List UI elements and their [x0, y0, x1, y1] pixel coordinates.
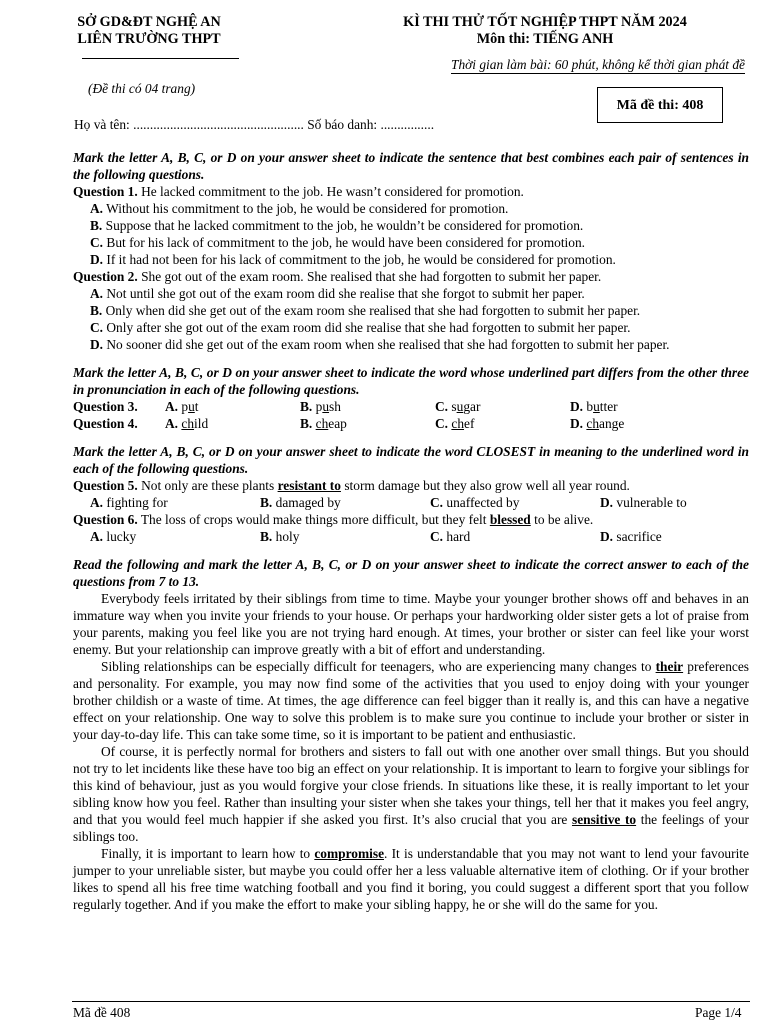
option-text: Only after she got out of the exam room did she realise that she had forgotten to submit her paper. [106, 320, 631, 335]
question-label: Question 4. [73, 416, 138, 431]
option-letter: D. [90, 252, 104, 267]
question-text: to be alive. [534, 512, 594, 527]
option-letter: B. [90, 218, 103, 233]
question-label: Question 5. [73, 478, 138, 493]
question-label: Question 2. [73, 269, 138, 284]
option-text: If it had not been for his lack of commitment to the job, he would be considered for promotion. [106, 252, 616, 267]
option-letter: A. [90, 201, 104, 216]
question-3-option-d: D. butter [570, 399, 618, 414]
question-2-option-d [73, 336, 749, 353]
question-1-option-d [73, 251, 749, 268]
question-5-option-a: A. fighting for [90, 495, 168, 510]
question-5-option-c: C. unaffected by [430, 495, 520, 510]
section3-instruction: Mark the letter A, B, C, or D on your answer sheet to indicate the word CLOSEST in meaning to the underlined word in each of the following questions. [73, 444, 749, 476]
section1-instruction: Mark the letter A, B, C, or D on your answer sheet to indicate the sentence that best combines each pair of sentences in the following questions. [73, 150, 749, 182]
underlined-word: their [655, 659, 684, 674]
question-6-option-a: A. lucky [90, 529, 137, 544]
footer-divider [72, 1001, 750, 1002]
question-5 [73, 477, 749, 494]
question-5-option-b: B. damaged by [260, 495, 341, 510]
school-name: LIÊN TRƯỜNG THPT [77, 31, 221, 47]
option-text: Not until she got out of the exam room did she realise that she forgot to submit her paper. [106, 286, 585, 301]
department-name: SỞ GD&ĐT NGHỆ AN [77, 14, 221, 30]
question-5-option-d: D. vulnerable to [600, 495, 687, 510]
question-1-option-a [73, 200, 749, 217]
question-2-option-a [73, 285, 749, 302]
reading-paragraph-3: Of course, it is perfectly normal for brothers and sisters to fall out with one another over small things. But you should not try to let incidents like these have too big an effect on your relationship. It is important to learn to forgive your siblings for this kind of behaviour, just as you would forgive your close friends. In situations like these, it is really important to let your sibling know how you feel. Rather than insulting your sister when she takes your things, tell her that it makes you feel angry, and that you would feel much happier if she asked you first. It’s also crucial that you are sensitive to the feelings of your siblings too. [73, 744, 749, 844]
question-label: Question 1. [73, 184, 138, 199]
question-6 [73, 511, 749, 528]
question-label: Question 6. [73, 512, 138, 527]
question-4-option-a: A. child [165, 416, 209, 431]
underlined-word: compromise [314, 846, 385, 861]
option-text: No sooner did she get out of the exam room when she realised that she had forgotten to submit her paper. [106, 337, 670, 352]
candidate-info-line: Họ và tên: ................................................... Số báo danh: ................ [74, 117, 435, 132]
underlined-word: sensitive to [571, 812, 637, 827]
question-4-option-c: C. chef [435, 416, 475, 431]
underlined-word: resistant to [277, 478, 341, 493]
header-divider [82, 58, 239, 59]
question-text: She got out of the exam room. She realised that she had forgotten to submit her paper. [141, 269, 602, 284]
question-1 [73, 183, 749, 200]
option-letter: D. [90, 337, 104, 352]
question-6-option-c: C. hard [430, 529, 471, 544]
question-label: Question 3. [73, 399, 138, 414]
reading-paragraph-4: Finally, it is important to learn how to compromise. It is understandable that you may not want to lend your favourite jumper to your unreliable sister, but maybe you could offer her a less valuable alternative item of clothing. Or if your brother likes to spend all his free time watching football and you find it boring, you could suggest a different sport that you follow regularly together. And if you make the effort to make your sibling happy, he or she will do the same for you. [73, 846, 749, 912]
option-text: Suppose that he lacked commitment to the job, he wouldn’t be considered for promotion. [105, 218, 584, 233]
page-count-note: (Đề thi có 04 trang) [88, 81, 196, 96]
exam-time-text: Thời gian làm bài: 60 phút, không kể thời gian phát đề [451, 57, 745, 72]
section4-instruction: Read the following and mark the letter A, B, C, or D on your answer sheet to indicate the correct answer to each of the questions from 7 to 13. [73, 557, 749, 589]
option-letter: C. [90, 320, 104, 335]
question-4 [73, 415, 749, 432]
question-6-option-d: D. sacrifice [600, 529, 662, 544]
exam-subject: Môn thi: TIẾNG ANH [476, 31, 614, 47]
header-left [60, 14, 238, 48]
option-letter: B. [90, 303, 103, 318]
question-text: Not only are these plants [141, 478, 275, 493]
option-text: Without his commitment to the job, he would be considered for promotion. [106, 201, 509, 216]
option-letter: A. [90, 286, 104, 301]
reading-paragraph-1: Everybody feels irritated by their siblings from time to time. Maybe your younger brother shows off and behaves in an immature way when you invite your friends to your house. Or perhaps your hardworking older sister gets a lot of praise from your parents, making you feel like you are not trying hard enough. At times, your brother or sister can feel like your worst enemy. But your relationship can improve greatly with a bit of effort and understanding. [73, 591, 749, 657]
footer-exam-code: Mã đề 408 [73, 1005, 131, 1020]
footer-page-number: Page 1/4 [695, 1005, 742, 1020]
exam-code-box: Mã đề thi: 408 [597, 87, 723, 123]
underlined-word: blessed [489, 512, 531, 527]
exam-content [73, 149, 749, 913]
question-6-option-b: B. holy [260, 529, 300, 544]
header-right [350, 14, 740, 48]
question-4-option-b: B. cheap [300, 416, 347, 431]
question-3-option-a: A. put [165, 399, 199, 414]
question-4-option-d: D. change [570, 416, 625, 431]
question-2-option-c [73, 319, 749, 336]
exam-time [370, 56, 745, 73]
question-5-options [73, 494, 749, 511]
question-text: The loss of crops would make things more difficult, but they felt [140, 512, 487, 527]
question-3-option-b: B. push [300, 399, 341, 414]
question-2-option-b [73, 302, 749, 319]
option-text: Only when did she get out of the exam room she realised that she had forgotten to submit her paper. [105, 303, 641, 318]
exam-title: KÌ THI THỬ TỐT NGHIỆP THPT NĂM 2024 [403, 14, 687, 30]
question-text: storm damage but they also grow well all year round. [344, 478, 630, 493]
question-3-option-c: C. sugar [435, 399, 481, 414]
option-letter: C. [90, 235, 104, 250]
question-6-options [73, 528, 749, 545]
section2-instruction: Mark the letter A, B, C, or D on your answer sheet to indicate the word whose underlined part differs from the other three in pronunciation in each of the following questions. [73, 365, 749, 397]
question-1-option-c [73, 234, 749, 251]
question-2 [73, 268, 749, 285]
reading-paragraph-2: Sibling relationships can be especially difficult for teenagers, who are experiencing many changes to their preferences and personality. For example, you may now find some of the activities that you used to enjoy doing with your younger brother childish or a waste of time. At times, the age difference can feel bigger than it really is, and this can have a negative effect on your relationship. One way to solve this problem is to make sure you continue to include your brother or sister in your day-to-day life. This can take some time, so it is important to be patient and enthusiastic. [73, 659, 749, 742]
question-text: He lacked commitment to the job. He wasn’t considered for promotion. [141, 184, 524, 199]
question-3 [73, 398, 749, 415]
option-text: But for his lack of commitment to the job, he would have been considered for promotion. [106, 235, 585, 250]
question-1-option-b [73, 217, 749, 234]
